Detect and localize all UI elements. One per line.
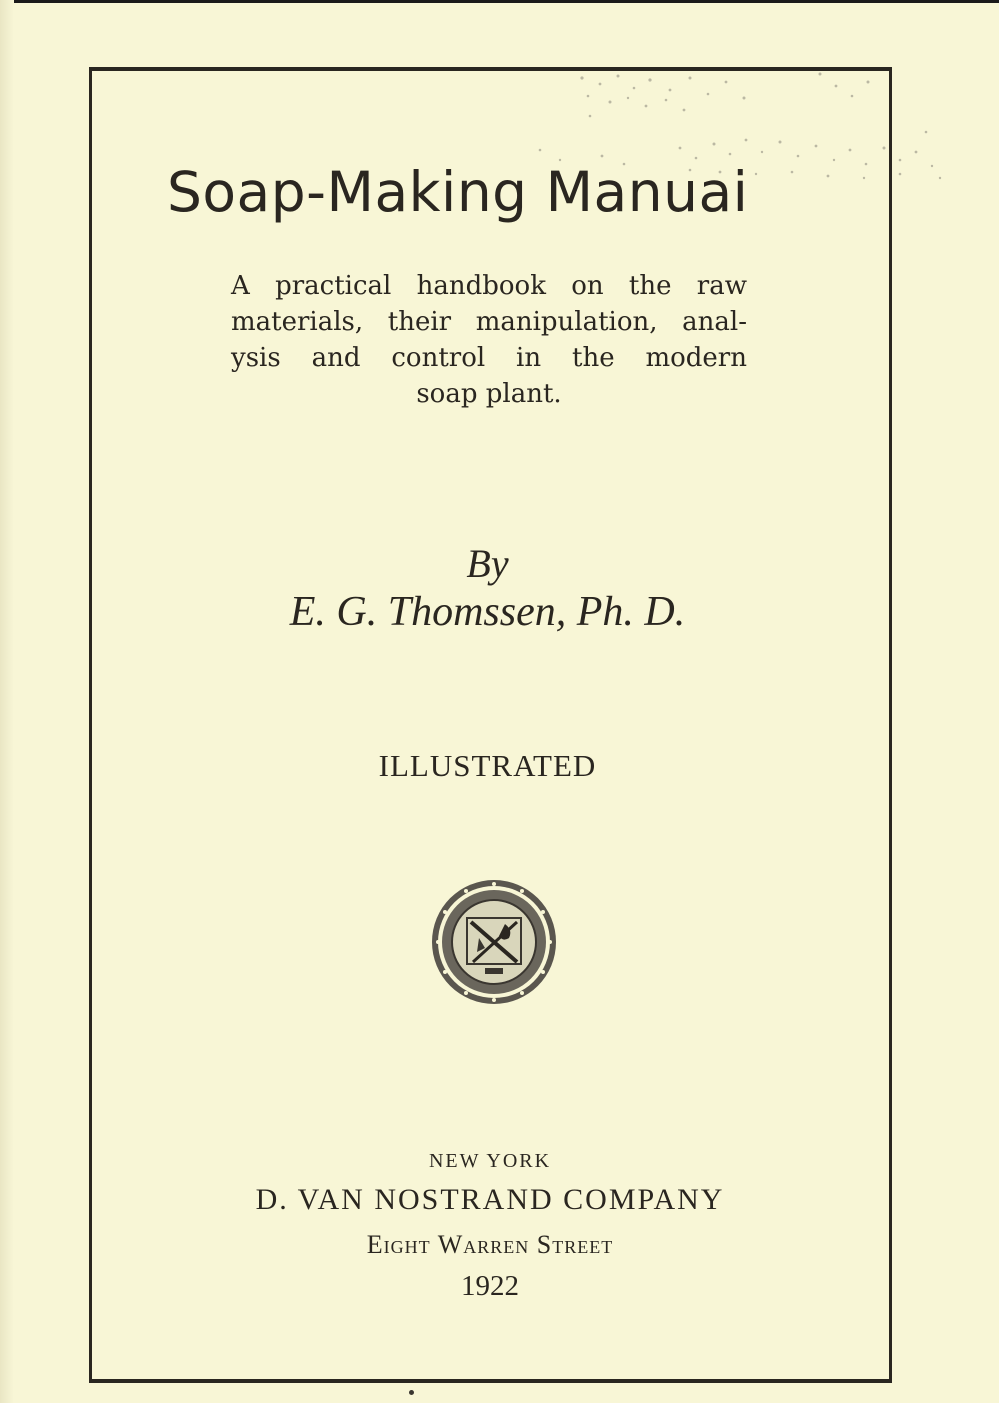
publisher-city: NEW YORK [428, 1150, 552, 1172]
byline-label: By [466, 541, 509, 586]
publisher-address: Eight Warren Street [366, 1230, 614, 1259]
subtitle-line: materials, their manipulation, anal- [231, 307, 747, 337]
ink-speck [409, 1390, 414, 1395]
publisher-seal-icon [427, 878, 561, 1006]
page-top-edge [0, 0, 999, 3]
publication-year: 1922 [461, 1270, 519, 1302]
illustrated-note: ILLUSTRATED [378, 748, 597, 783]
book-title: Soap-Making Manuai [167, 160, 749, 224]
subtitle-line: ysis and control in the modern [231, 343, 747, 373]
author-name: E. G. Thomssen, Ph. D. [289, 589, 686, 635]
book-subtitle [231, 268, 747, 412]
publisher-name: D. VAN NOSTRAND COMPANY [255, 1183, 725, 1216]
subtitle-line: soap plant. [416, 379, 562, 409]
subtitle-line: A practical handbook on the raw [231, 271, 747, 301]
